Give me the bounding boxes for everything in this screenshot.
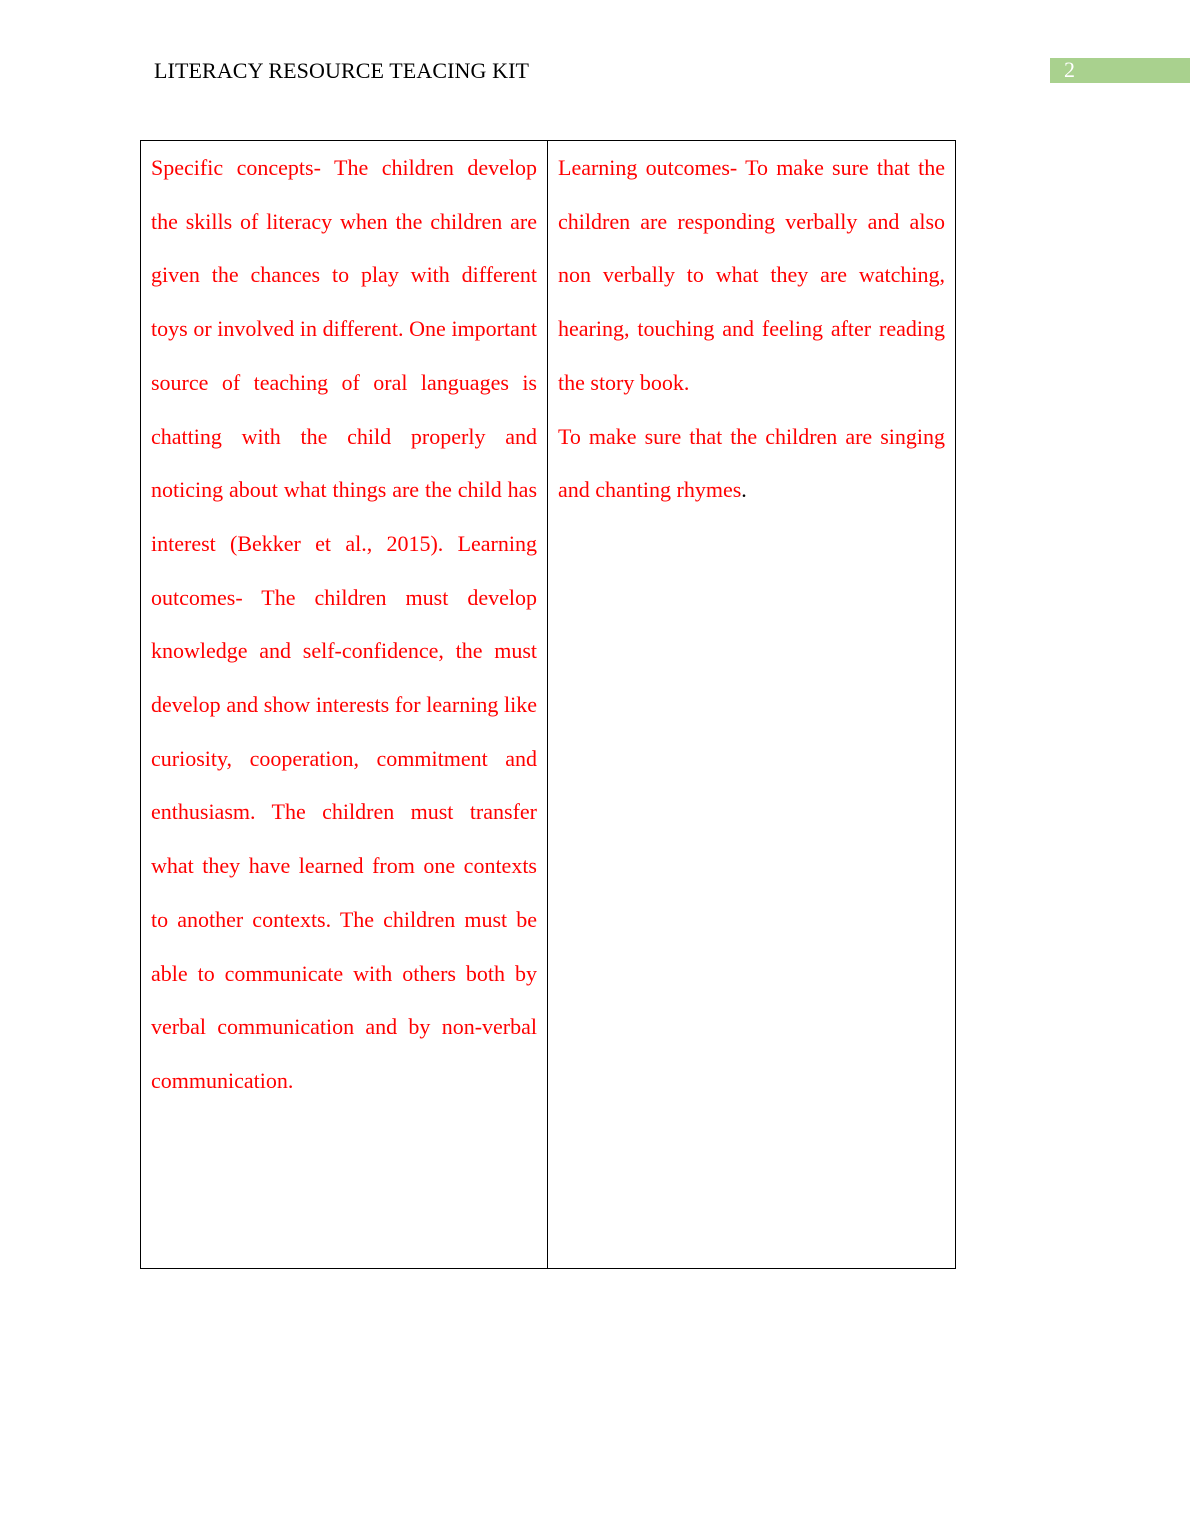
left-cell-paragraph: Specific concepts- The children develop the skills of literacy when the children are given the chances to play with different toys or involved in different. One important source of teaching of oral languages is chatting with the child properly and noticing about what things are the child has interest (Bekker et al., 2015). Learning outcomes- The children must develop knowledge and self-confidence, the must develop and show interests for learning like curiosity, cooperation, commitment and enthusiasm. The children must transfer what they have learned from one contexts to another contexts. The children must be able to communicate with others both by verbal communication and by non-verbal communication. <box>151 155 537 1093</box>
table-row <box>141 141 956 1269</box>
right-cell-paragraph-2 <box>558 410 945 517</box>
content-table <box>140 140 956 1269</box>
page-number: 2 <box>1064 57 1075 82</box>
page-number-bar <box>1050 58 1190 83</box>
right-cell-paragraph-2-text: To make sure that the children are singing and chanting rhymes <box>558 423 945 503</box>
running-head: LITERACY RESOURCE TEACING KIT <box>154 58 530 83</box>
left-cell <box>141 141 548 1269</box>
right-cell-paragraph-2-period: . <box>741 477 747 503</box>
right-cell-paragraph-1: Learning outcomes- To make sure that the children are responding verbally and also non verbally to what they are watching, hearing, touching and feeling after reading the story book. <box>558 155 945 395</box>
right-cell <box>548 141 956 1269</box>
